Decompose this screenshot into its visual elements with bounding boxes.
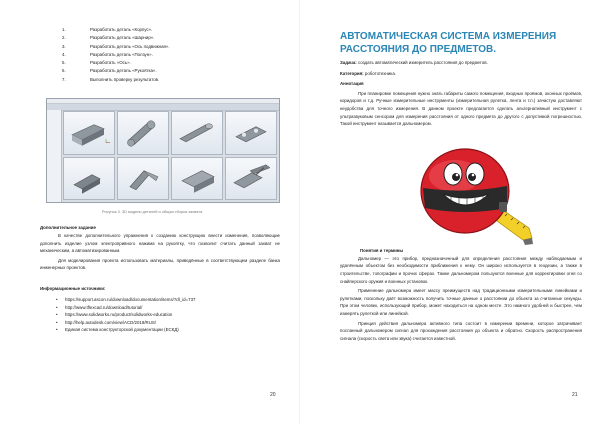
part-axis-icon xyxy=(172,112,222,154)
list-item: • https://www.solidworks.ru/product/solidworks-education xyxy=(56,312,173,318)
annotation-heading: Аннотация xyxy=(340,81,364,87)
list-item: 2. Разработать деталь «Шарнир». xyxy=(62,35,155,41)
page-number: 20 xyxy=(270,392,276,398)
list-item: • http://www.tflexcad.ru/download/tutorial/ xyxy=(56,304,143,310)
viewport-axis xyxy=(63,157,115,201)
list-item: • Единая система конструкторской документации (ЕСКД) xyxy=(56,327,179,333)
figure-caption: Рисунок 3. 3D модели деталей и общая сборка захвата xyxy=(101,209,203,215)
viewport-part-7 xyxy=(171,157,223,201)
tape-measure-mascot xyxy=(405,136,535,246)
source-link[interactable]: http://help.autodesk.com/view/ACD/2018/RUS/ xyxy=(65,319,157,325)
source-link[interactable]: http://www.tflexcad.ru/download/tutorial/ xyxy=(65,304,143,310)
list-item: 7. Выполнить проверку результатов. xyxy=(62,76,160,82)
cad-toolbar xyxy=(47,104,279,111)
assembly-icon xyxy=(226,158,276,200)
category-line: Категория: робототехника. xyxy=(340,70,396,76)
additional-paragraph: В качестве дополнительного упражнения к созданию конструкцию внести изменения, позволяющие дополнить изделие узлом электропривного нажима на рукоятку, что позволит считать данный захват не механическим, а автоматизированным. xyxy=(40,233,280,254)
list-item: • https://support.ascon.ru/download/documentation/items/?dl_id=737 xyxy=(56,297,196,303)
sources-list xyxy=(40,296,280,334)
viewport-hinge xyxy=(117,111,169,155)
viewport-axis-moving xyxy=(171,111,223,155)
viewport-slider xyxy=(225,111,277,155)
cad-screenshot-figure xyxy=(46,98,280,203)
part-housing-icon xyxy=(64,112,114,154)
viewport-handle xyxy=(117,157,169,201)
sources-heading: Информационные источники: xyxy=(40,286,106,292)
terms-heading: Понятия и термины xyxy=(360,247,404,253)
part-rod-icon xyxy=(64,158,114,200)
cad-model-tree xyxy=(47,110,62,202)
list-item: • http://help.autodesk.com/view/ACD/2018/RUS/ xyxy=(56,319,157,325)
source-link[interactable]: https://support.ascon.ru/download/documentation/items/?dl_id=737 xyxy=(65,297,196,303)
page-number: 21 xyxy=(572,392,578,398)
terms-paragraph: Дальномер — это прибор, предназначенный для определения расстояния между наблюдаемым и удалённым объектом без необходимости приближения к нему. Он широко используется в геодезии, а также в строительстве, топографии и прочих сферах. Также дальномером пользуются военные для корректировки огня со снайперского оружия и военных установок. xyxy=(340,255,582,284)
cad-viewports xyxy=(63,111,277,200)
steps-list xyxy=(40,26,280,84)
part-hinge-icon xyxy=(118,112,168,154)
viewport-housing xyxy=(63,111,115,155)
terms-paragraph: Принцип действия дальномера активного типа состоит в измерении времени, которое затрачивает посланный дальномером сигнал для прохождения расстояния до объекта и обратно. Скорость распространения сигнала (скорость света или звука) считается известной. xyxy=(340,320,582,341)
source-link[interactable]: https://www.solidworks.ru/product/solidworks-education xyxy=(65,312,173,318)
right-page xyxy=(300,0,600,424)
terms-paragraph: Применение дальномера имеет массу преимуществ над традиционными измерительными линейками и рулетками, поскольку даёт возможность получить точные данные о расстоянии до объекта за считанные секунды. При этом человек, использующий прибор, может находиться на одном месте. Это намного удобней и быстрее, чем измерять рулеткой или линейкой. xyxy=(340,288,582,316)
task-line: Задача: создать автоматический измеритель расстояния до предметов. xyxy=(340,60,488,65)
list-item: 3. Разработать деталь «Ось подвижная». xyxy=(62,43,170,49)
source-text: Единая система конструкторской документации (ЕСКД) xyxy=(65,327,179,333)
part-slider-icon xyxy=(226,112,276,154)
list-item: 4. Разработать деталь «Ползун». xyxy=(62,51,153,57)
tape-measure-mascot-icon xyxy=(405,136,535,246)
viewport-assembly xyxy=(225,157,277,201)
additional-paragraph: Для моделирования проекта использовать материалы, приведённые в соответствующем разделе банка инженерных проектов. xyxy=(40,257,280,271)
part-handle-icon xyxy=(118,158,168,200)
annotation-paragraph: При планировке помещения нужно знать габариты самого помещения, входных проёмов, оконных проёмов, коридоров и т.д. Ручные измерительные инструменты (измерительная рулетка, лента и т.п.) зачастую доставляют неудобства для точного измерения. В данном проекте предлагается сделать альтернативный инструмент с ультразвуковым сенсором для измерения расстояния от одного предмета до другого с допустимой погрешностью. Такой инструмент называется дальномером. xyxy=(340,90,582,127)
list-item: 5. Разработать «Ось». xyxy=(62,60,131,66)
article-title: АВТОМАТИЧЕСКАЯ СИСТЕМА ИЗМЕРЕНИЯ РАССТОЯНИЯ ДО ПРЕДМЕТОВ. xyxy=(340,31,557,55)
part-block-icon xyxy=(172,158,222,200)
additional-task-heading: Дополнительное задание xyxy=(40,225,96,231)
list-item: 1. Разработать деталь «Корпус». xyxy=(62,27,153,32)
list-item: 6. Разработать деталь «Рукоятка». xyxy=(62,68,157,74)
